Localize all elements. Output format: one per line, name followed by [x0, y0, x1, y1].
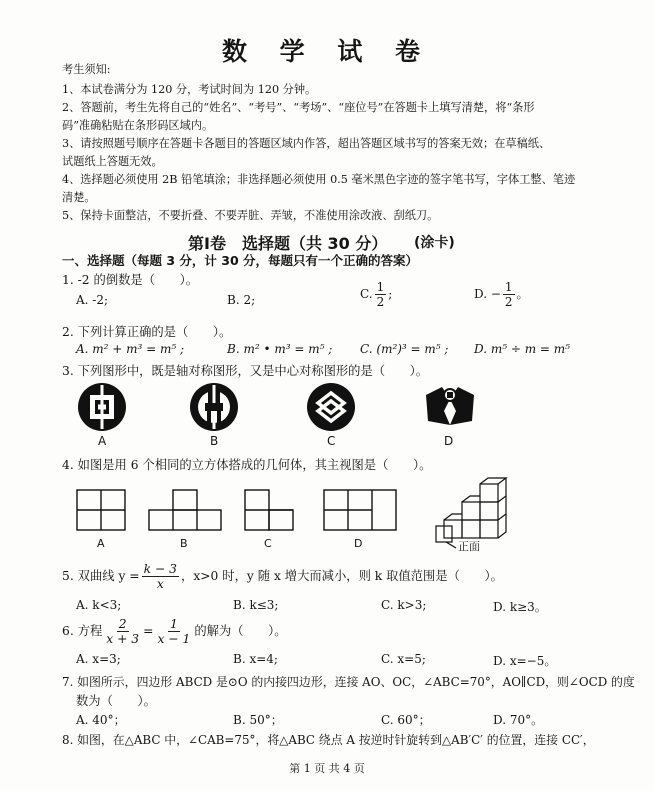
q4-view-d: [323, 489, 399, 533]
q1-option-a: A. -2;: [76, 293, 109, 307]
notice-item: 3、请按照题号顺序在答题卡各题目的答题区域内作答，超出答题区域书写的答案无效；在草稿纸、: [62, 137, 551, 150]
q2-option-a: A. m² + m³ = m⁵ ;: [76, 342, 185, 356]
q3-label-d: D: [444, 434, 454, 448]
q6-option-b: B. x=4;: [233, 652, 278, 666]
q5-den: x: [156, 577, 164, 591]
q6-stem-suffix: 的解为（ ）。: [194, 624, 287, 638]
q1-c-den: 2: [376, 295, 385, 309]
q4-view-c: [244, 489, 300, 533]
question-1-stem: 1. -2 的倒数是（ ）。: [62, 273, 199, 287]
notice-item: 5、保持卡面整洁，不要折叠、不要弄脏、弄皱，不准使用涂改液、刮纸刀。: [62, 209, 439, 222]
q6-num2: 1: [169, 617, 178, 631]
page-footer: 第 1 页 共 4 页: [289, 762, 365, 775]
q5-num: k − 3: [143, 562, 178, 576]
q1-d-den: 2: [504, 295, 513, 309]
q5-option-b: B. k≤3;: [233, 598, 279, 612]
q4-label-d: D: [354, 537, 363, 550]
q5-fraction: [142, 562, 179, 591]
q5-option-d: D. k≥3。: [493, 600, 547, 614]
q1-d-num: 1: [504, 280, 513, 294]
q7-option-b: B. 50°；: [233, 713, 283, 727]
question-5-stem: [62, 562, 503, 591]
q6-fraction-right: [155, 617, 192, 646]
q1-option-d: [474, 280, 529, 309]
q7-option-a: A. 40°；: [76, 713, 126, 727]
q4-view-b: [148, 489, 224, 533]
front-label: 正面: [458, 540, 480, 553]
q4-view-a: [76, 489, 128, 533]
notice-heading: 考生须知:: [62, 63, 111, 76]
q6-option-a: A. x=3;: [76, 652, 121, 666]
notice-item: 清楚。: [62, 191, 96, 204]
q3-label-c: C: [327, 434, 336, 448]
q1-d-prefix: D. −: [474, 287, 501, 301]
q6-fraction-left: [104, 617, 141, 646]
notice-item: 试题纸上答题无效。: [62, 155, 163, 168]
q1-c-suffix: ;: [388, 287, 393, 301]
q4-label-b: B: [180, 537, 188, 550]
part-heading: 一、选择题（每题 3 分，计 30 分，每题只有一个正确的答案）: [62, 253, 419, 268]
question-3-stem: 3. 下列图形中，既是轴对称图形，又是中心对称图形的是（ ）。: [62, 364, 429, 378]
q6-stem-prefix: 6. 方程: [62, 624, 103, 638]
q1-c-fraction: [375, 280, 387, 309]
q5-option-a: A. k<3;: [76, 598, 122, 612]
bank-logo-b: [188, 381, 240, 433]
q1-c-prefix: C.: [360, 287, 373, 301]
question-8-line1: 8. 如图，在△ABC 中，∠CAB=75°，将△ABC 绕点 A 按逆时针旋转到△AB′C′ 的位置，连接 CC′，: [62, 733, 595, 747]
question-7-line2: 数为（ ）。: [76, 694, 156, 708]
q4-label-a: A: [97, 537, 105, 550]
q6-eq: =: [143, 624, 154, 638]
q7-option-d: D. 70°。: [493, 713, 544, 727]
q1-d-fraction: [503, 280, 515, 309]
notice-item: 1、本试卷满分为 120 分，考试时间为 120 分钟。: [62, 83, 317, 96]
notice-item: 码”准确粘贴在条形码区域内。: [62, 119, 214, 132]
q6-option-c: C. x=5;: [381, 652, 426, 666]
q1-option-c: [360, 280, 392, 309]
bank-logo-d: [422, 381, 478, 431]
q4-label-c: C: [264, 537, 272, 550]
q5-stem-suffix: ，x>0 时，y 随 x 增大而减小，则 k 取值范围是（ ）。: [181, 569, 503, 583]
q6-option-d: D. x=−5。: [493, 654, 557, 668]
bank-logo-a: [74, 381, 130, 433]
question-2-stem: 2. 下列计算正确的是（ ）。: [62, 325, 232, 339]
exam-title: 数 学 试 卷: [221, 37, 433, 66]
q1-d-suffix: 。: [516, 287, 529, 301]
question-4-stem: 4. 如图是用 6 个相同的立方体搭成的几何体，其主视图是（ ）。: [62, 458, 432, 472]
q5-stem-prefix: 5. 双曲线 y =: [62, 569, 140, 583]
notice-item: 4、选择题必须使用 2B 铅笔填涂；非选择题必须使用 0.5 毫米黑色字迹的签字笔书写，字体工整、笔迹: [62, 173, 576, 186]
q2-option-d: D. m⁵ ÷ m = m⁵: [474, 342, 570, 356]
notice-item: 2、答题前，考生先将自己的“姓名”、“考号”、“考场”、“座位号”在答题卡上填写清楚，将“条形: [62, 101, 535, 114]
q6-den1: x + 3: [106, 632, 140, 646]
q7-option-c: C. 60°；: [381, 713, 431, 727]
q2-option-b: B. m² • m³ = m⁵ ;: [227, 342, 333, 356]
section-note: (涂卡): [414, 235, 455, 251]
q3-label-a: A: [98, 434, 107, 448]
section-title: 第Ⅰ卷 选择题（共 30 分）: [188, 234, 388, 253]
q1-option-b: B. 2;: [227, 293, 256, 307]
q2-option-c: C. (m²)³ = m⁵ ;: [360, 342, 449, 356]
q6-num1: 2: [118, 617, 127, 631]
mobile-logo-c: [304, 381, 358, 433]
q1-c-num: 1: [376, 280, 385, 294]
q3-label-b: B: [210, 434, 219, 448]
question-6-stem: [62, 617, 287, 646]
q5-option-c: C. k>3;: [381, 598, 427, 612]
q6-den2: x − 1: [157, 632, 191, 646]
question-7-line1: 7. 如图所示，四边形 ABCD 是⊙O 的内接四边形，连接 AO、OC，∠ABC=70°，AO∥CD，则∠OCD 的度: [62, 675, 635, 689]
